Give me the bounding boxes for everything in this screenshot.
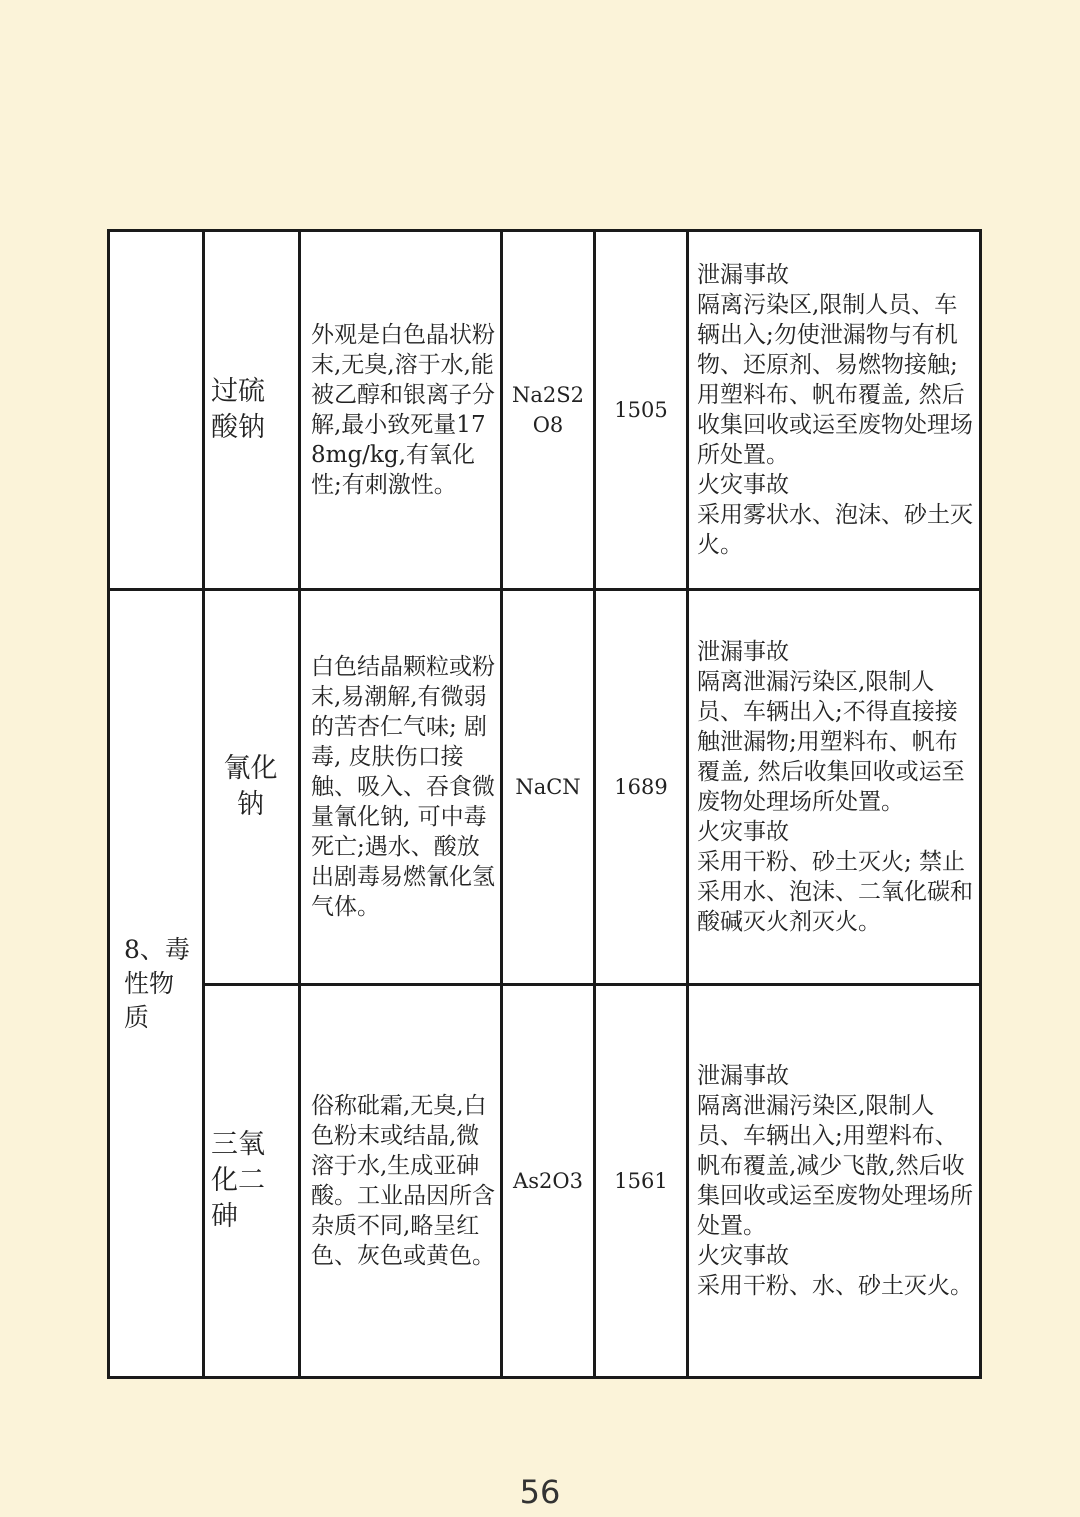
category-cell-empty <box>109 231 204 590</box>
page-number: 56 <box>519 1473 561 1511</box>
table-row <box>109 985 981 1378</box>
substance-name: 过硫酸钠 <box>204 231 300 590</box>
emergency-response <box>688 231 981 590</box>
leak-heading: 泄漏事故 <box>697 1063 789 1089</box>
table-row <box>109 590 981 985</box>
substance-properties: 白色结晶颗粒或粉末,易潮解,有微弱的苦杏仁气味; 剧毒, 皮肤伤口接触、吸入、吞食微量氰化钠, 可中毒死亡;遇水、酸放出剧毒易燃氰化氢气体。 <box>300 590 502 985</box>
category-cell: 8、毒性物质 <box>109 590 204 1378</box>
fire-heading: 火灾事故 <box>697 472 789 498</box>
chemical-formula <box>502 985 595 1378</box>
substance-name: 三氧化二砷 <box>204 985 300 1378</box>
substance-properties: 俗称砒霜,无臭,白色粉末或结晶,微溶于水,生成亚砷酸。工业品因所含杂质不同,略呈红色、灰色或黄色。 <box>300 985 502 1378</box>
un-number: 1689 <box>595 590 688 985</box>
fire-text: 采用干粉、砂土灭火; 禁止采用水、泡沫、二氧化碳和酸碱灭火剂灭火。 <box>697 849 973 935</box>
un-number: 1561 <box>595 985 688 1378</box>
leak-heading: 泄漏事故 <box>697 262 789 288</box>
chemical-formula <box>502 231 595 590</box>
chemical-formula <box>502 590 595 985</box>
leak-text: 隔离污染区,限制人员、车辆出入;勿使泄漏物与有机物、还原剂、易燃物接触;用塑料布、帆布覆盖, 然后收集回收或运至废物处理场所处置。 <box>697 292 973 468</box>
substance-properties: 外观是白色晶状粉末,无臭,溶于水,能被乙醇和银离子分解,最小致死量178mg/kg,有氧化性;有刺激性。 <box>300 231 502 590</box>
fire-heading: 火灾事故 <box>697 819 789 845</box>
un-number: 1505 <box>595 231 688 590</box>
leak-text: 隔离泄漏污染区,限制人员、车辆出入;不得直接接触泄漏物;用塑料布、帆布覆盖, 然后收集回收或运至废物处理场所处置。 <box>697 669 965 815</box>
fire-text: 采用雾状水、泡沫、砂土灭火。 <box>697 502 973 558</box>
leak-text: 隔离泄漏污染区,限制人员、车辆出入;用塑料布、帆布覆盖,减少飞散,然后收集回收或运至废物处理场所处置。 <box>697 1093 973 1239</box>
substance-name: 氰化钠 <box>204 590 300 985</box>
table-row <box>109 231 981 590</box>
formula-text: As2O3 <box>513 1169 583 1193</box>
emergency-response <box>688 985 981 1378</box>
formula-text: NaCN <box>515 775 581 799</box>
formula-text: Na2S2O8 <box>511 383 584 437</box>
fire-text: 采用干粉、水、砂土灭火。 <box>697 1273 973 1299</box>
hazmat-table-sheet <box>107 229 979 1379</box>
emergency-response <box>688 590 981 985</box>
hazardous-substance-table <box>107 229 982 1379</box>
leak-heading: 泄漏事故 <box>697 639 789 665</box>
fire-heading: 火灾事故 <box>697 1243 789 1269</box>
